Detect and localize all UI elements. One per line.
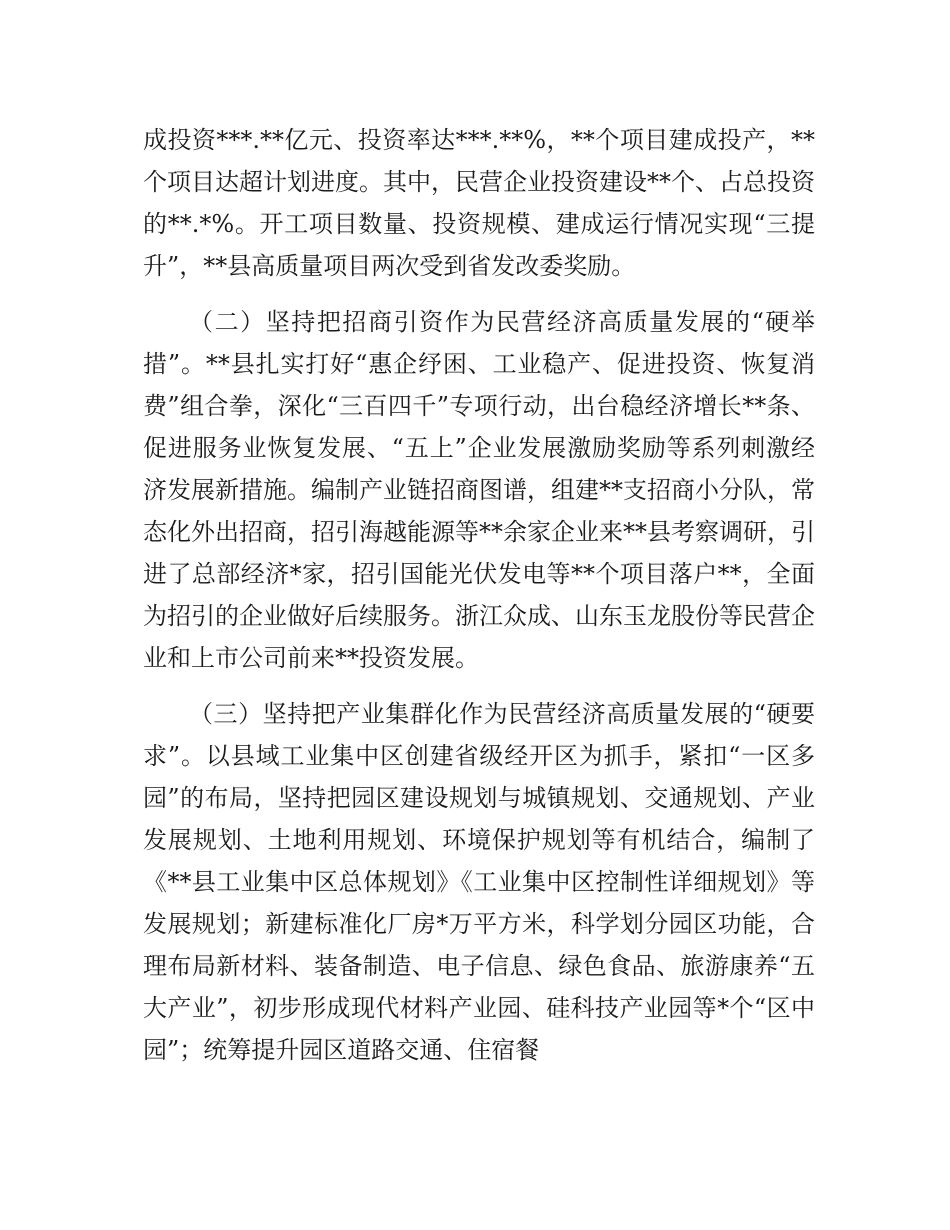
paragraph-continuation: 成投资***.**亿元、投资率达***.**%，**个项目建成投产，**个项目达超计划进度。其中，民营企业投资建设**个、占总投资的**.*%。开工项目数量、投资规模、建成运行情况实现“三提升”，**县高质量项目两次受到省发改委奖励。 xyxy=(143,126,815,280)
paragraph-section-3: （三）坚持把产业集群化作为民营经济高质量发展的“硬要求”。以县域工业集中区创建省级经开区为抓手，紧扣“一区多园”的布局，坚持把园区建设规划与城镇规划、交通规划、产业发展规划、土地利用规划、环境保护规划等有机结合，编制了《**县工业集中区总体规划》《工业集中区控制性详细规划》等发展规划；新建标准化厂房*万平方米，科学划分园区功能，合理布局新材料、装备制造、电子信息、绿色食品、旅游康养“五大产业”，初步形成现代材料产业园、硅科技产业园等*个“区中园”；统筹提升园区道路交通、住宿餐 xyxy=(143,700,815,1064)
paragraph-section-2: （二）坚持把招商引资作为民营经济高质量发展的“硬举措”。**县扎实打好“惠企纾困、工业稳产、促进投资、恢复消费”组合拳，深化“三百四千”专项行动，出台稳经济增长**条、促进服务业恢复发展、“五上”企业发展激励奖励等系列刺激经济发展新措施。编制产业链招商图谱，组建**支招商小分队，常态化外出招商，招引海越能源等**余家企业来**县考察调研，引进了总部经济*家，招引国能光伏发电等**个项目落户**，全面为招引的企业做好后续服务。浙江众成、山东玉龙股份等民营企业和上市公司前来**投资发展。 xyxy=(143,308,815,672)
document-body xyxy=(143,119,815,1071)
